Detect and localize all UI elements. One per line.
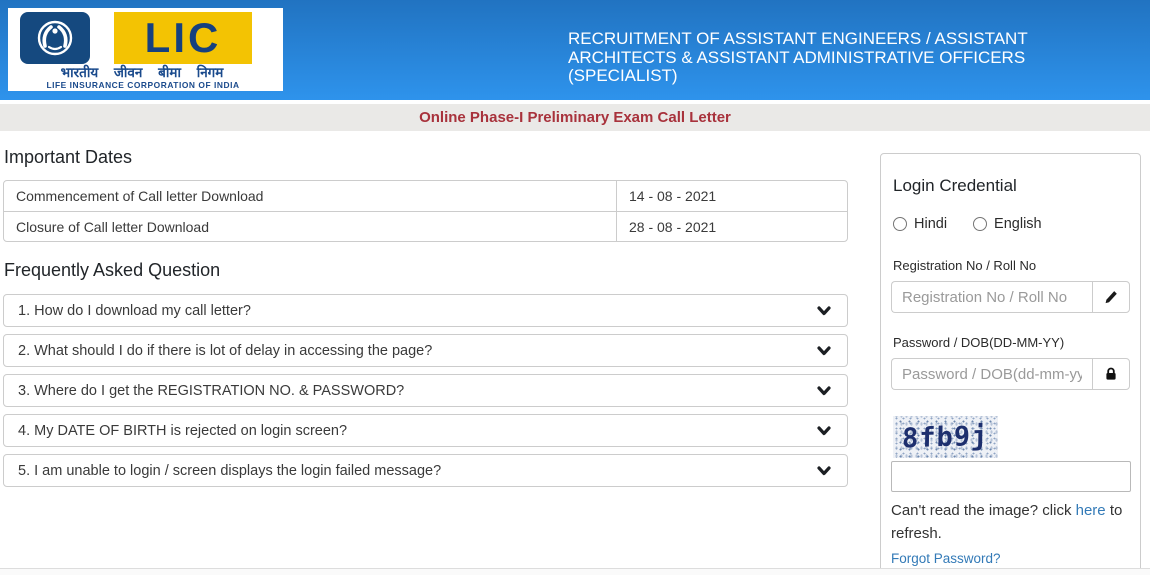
captcha-refresh-line bbox=[891, 499, 1131, 546]
faq-item-4[interactable] bbox=[3, 414, 848, 447]
chevron-down-icon bbox=[815, 344, 833, 358]
lic-logo bbox=[8, 8, 283, 91]
date-row-label: Commencement of Call letter Download bbox=[16, 188, 264, 204]
lic-english-name: LIFE INSURANCE CORPORATION OF INDIA bbox=[46, 80, 240, 90]
faq-question: 2. What should I do if there is lot of delay in accessing the page? bbox=[18, 342, 433, 359]
radio-hindi[interactable] bbox=[893, 216, 947, 232]
lic-text: LIC bbox=[144, 14, 222, 61]
registration-label: Registration No / Roll No bbox=[893, 258, 1037, 273]
faq-question: 3. Where do I get the REGISTRATION NO. & PASSWORD? bbox=[18, 382, 405, 399]
pencil-icon bbox=[1092, 281, 1130, 313]
faq-question: 5. I am unable to login / screen displays the login failed message? bbox=[18, 462, 442, 479]
table-row bbox=[4, 211, 847, 241]
table-row bbox=[4, 181, 847, 211]
radio-english[interactable] bbox=[973, 216, 1042, 232]
faq-heading: Frequently Asked Question bbox=[4, 260, 221, 280]
chevron-down-icon bbox=[815, 304, 833, 318]
radio-button-icon[interactable] bbox=[893, 217, 907, 231]
page-header bbox=[0, 0, 1150, 100]
password-input[interactable] bbox=[891, 358, 1092, 390]
faq-item-5[interactable] bbox=[3, 454, 848, 487]
date-row-value: 14 - 08 - 2021 bbox=[616, 181, 847, 211]
captcha-input[interactable] bbox=[891, 461, 1131, 492]
login-panel bbox=[880, 153, 1141, 575]
registration-input[interactable] bbox=[891, 281, 1092, 313]
date-row-label: Closure of Call letter Download bbox=[16, 218, 209, 235]
lic-hindi-name: भारतीय जीवन बीमा निगम bbox=[60, 65, 224, 80]
language-selector bbox=[893, 216, 1130, 232]
forgot-password-link[interactable]: Forgot Password? bbox=[891, 550, 1001, 566]
chevron-down-icon bbox=[815, 424, 833, 438]
faq-item-3[interactable] bbox=[3, 374, 848, 407]
faq-question: 4. My DATE OF BIRTH is rejected on login screen? bbox=[18, 422, 348, 439]
page-title: RECRUITMENT OF ASSISTANT ENGINEERS / ASSISTANT ARCHITECTS & ASSISTANT ADMINISTRATIVE OFFICERS (SPECIALIST) bbox=[568, 29, 1028, 85]
faq-item-2[interactable] bbox=[3, 334, 848, 367]
chevron-down-icon bbox=[815, 384, 833, 398]
faq-question: 1. How do I download my call letter? bbox=[18, 302, 251, 319]
refresh-text-after: to refresh. bbox=[891, 502, 1123, 543]
password-label: Password / DOB(DD-MM-YY) bbox=[893, 335, 1065, 350]
chevron-down-icon bbox=[815, 464, 833, 478]
date-row-value: 28 - 08 - 2021 bbox=[616, 212, 847, 241]
faq-list bbox=[3, 294, 848, 494]
exam-banner bbox=[0, 104, 1150, 131]
faq-item-1[interactable] bbox=[3, 294, 848, 327]
captcha-text: 8fb9j bbox=[902, 419, 989, 455]
radio-button-icon[interactable] bbox=[973, 217, 987, 231]
refresh-here-link[interactable]: here bbox=[1075, 502, 1106, 519]
password-input-group bbox=[891, 358, 1130, 390]
important-dates-table bbox=[3, 180, 848, 242]
lock-icon bbox=[1092, 358, 1130, 390]
important-dates-heading: Important Dates bbox=[4, 147, 133, 167]
exam-banner-text: Online Phase-I Preliminary Exam Call Letter bbox=[419, 109, 731, 126]
lic-wordmark bbox=[114, 12, 252, 64]
refresh-text-before: Can't read the image? click bbox=[891, 502, 1076, 519]
page-footer-strip bbox=[0, 568, 1150, 575]
registration-input-group bbox=[891, 281, 1130, 313]
lic-emblem-icon bbox=[20, 12, 90, 64]
captcha-image bbox=[893, 416, 998, 458]
radio-hindi-label: Hindi bbox=[914, 216, 948, 232]
login-heading: Login Credential bbox=[893, 176, 1017, 195]
radio-english-label: English bbox=[994, 216, 1042, 232]
